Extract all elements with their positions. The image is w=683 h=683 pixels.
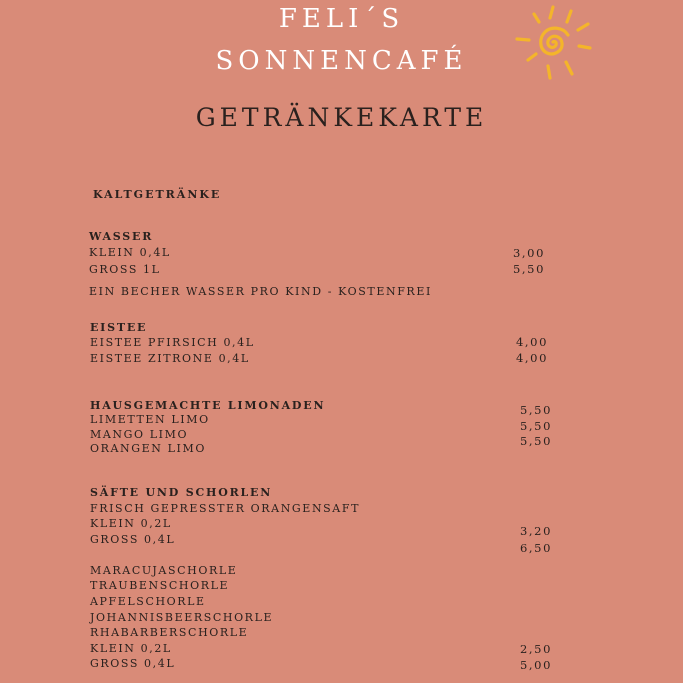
item-rhabarberschorle: RHABARBERSCHORLE [90, 626, 249, 639]
item-saft-gross: GROSS 0,4L [90, 533, 176, 546]
item-wasser-gross: GROSS 1L [89, 263, 161, 276]
sun-icon [512, 2, 594, 84]
item-traubenschorle: TRAUBENSCHORLE [90, 579, 230, 592]
price-saft-klein: 3,20 [520, 524, 553, 538]
item-orangensaft: FRISCH GEPRESSTER ORANGENSAFT [90, 502, 361, 515]
item-maracujaschorle: MARACUJASCHORLE [90, 564, 238, 577]
cafe-name-line2: SONNENCAFÉ [215, 46, 468, 76]
price-eistee-pfirsich: 4,00 [516, 335, 549, 349]
item-mango-limo: MANGO LIMO [90, 428, 189, 441]
menu-heading: GETRÄNKEKARTE [195, 103, 488, 132]
item-apfelschorle: APFELSCHORLE [90, 595, 206, 608]
cafe-name-line1: FELI´S [278, 4, 405, 34]
price-schorle-gross: 5,00 [520, 658, 553, 672]
group-title-saefte: SÄFTE UND SCHORLEN [90, 486, 273, 499]
item-wasser-klein: KLEIN 0,4L [89, 246, 171, 259]
price-limetten-limo: 5,50 [520, 403, 553, 417]
item-limetten-limo: LIMETTEN LIMO [90, 413, 210, 426]
price-saft-gross: 6,50 [520, 541, 553, 555]
group-title-limonaden: HAUSGEMACHTE LIMONADEN [90, 399, 326, 412]
item-schorle-klein: KLEIN 0,2L [90, 642, 172, 655]
price-orangen-limo: 5,50 [520, 434, 553, 448]
item-johannisbeerschorle: JOHANNISBEERSCHORLE [90, 611, 274, 624]
section-title: KALTGETRÄNKE [93, 188, 222, 201]
price-mango-limo: 5,50 [520, 419, 553, 433]
item-saft-klein: KLEIN 0,2L [90, 517, 172, 530]
item-orangen-limo: ORANGEN LIMO [90, 442, 206, 455]
price-schorle-klein: 2,50 [520, 642, 553, 656]
price-wasser-gross: 5,50 [513, 262, 546, 276]
group-title-eistee: EISTEE [90, 321, 148, 334]
item-eistee-zitrone: EISTEE ZITRONE 0,4L [90, 352, 250, 365]
wasser-note: EIN BECHER WASSER PRO KIND - KOSTENFREI [89, 285, 432, 298]
price-eistee-zitrone: 4,00 [516, 351, 549, 365]
item-schorle-gross: GROSS 0,4L [90, 657, 176, 670]
item-eistee-pfirsich: EISTEE PFIRSICH 0,4L [90, 336, 255, 349]
group-title-wasser: WASSER [89, 230, 154, 243]
price-wasser-klein: 3,00 [513, 246, 546, 260]
